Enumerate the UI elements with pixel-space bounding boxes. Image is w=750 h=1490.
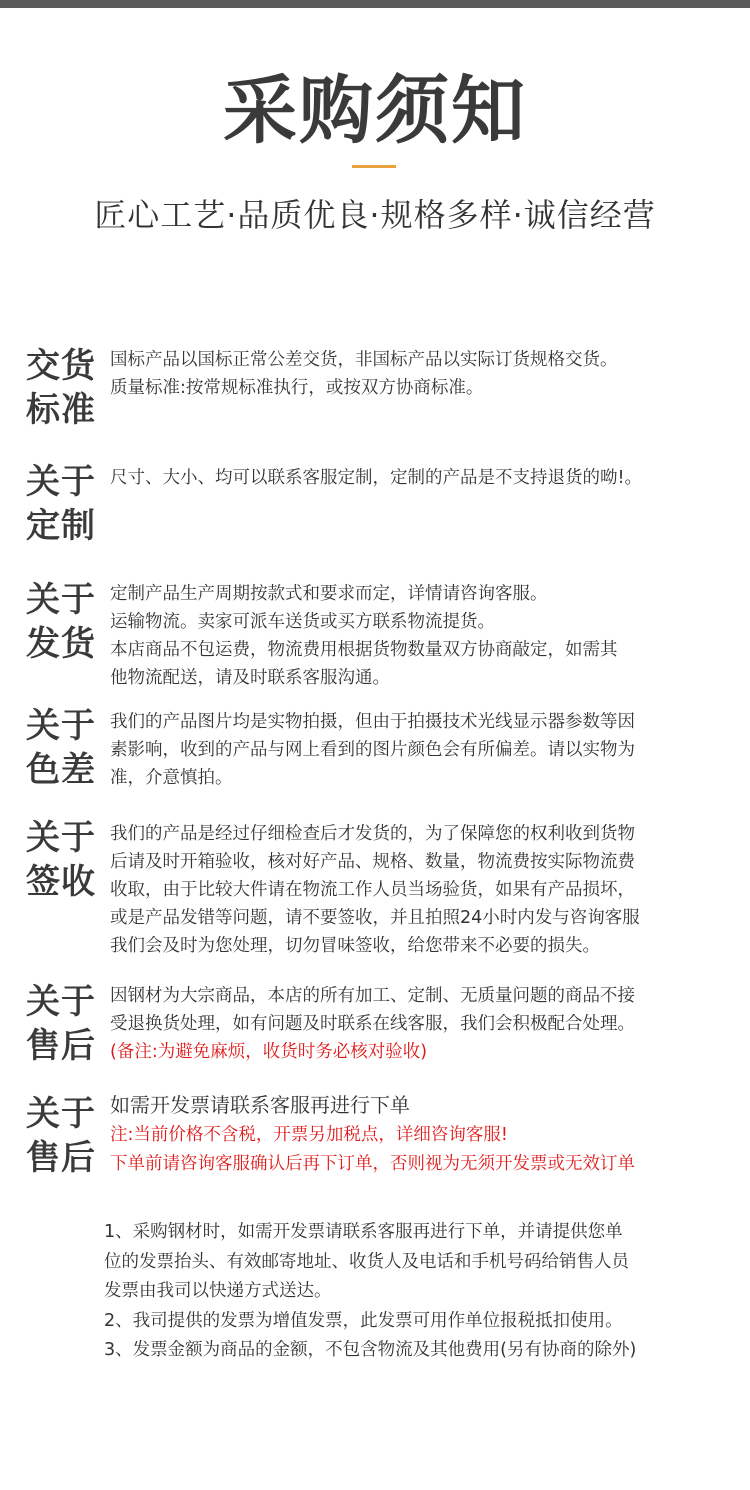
- section-content: [110, 820, 730, 960]
- section-label: 关于 售后: [26, 1094, 96, 1178]
- content-line: 他物流配送，请及时联系客服沟通。: [110, 668, 390, 688]
- content-line: 因钢材为大宗商品，本店的所有加工、定制、无质量问题的商品不接: [110, 986, 635, 1006]
- section-content: [110, 464, 730, 492]
- title-underline: [352, 165, 396, 168]
- content-line: 我们的产品是经过仔细检查后才发货的，为了保障您的权利收到货物: [110, 824, 635, 844]
- content-line: 受退换货处理，如有问题及时联系在线客服，我们会积极配合处理。: [110, 1014, 635, 1034]
- content-line: 或是产品发错等问题，请不要签收，并且拍照24小时内发与咨询客服: [110, 908, 640, 928]
- content-line: 国标产品以国标正常公差交货，非国标产品以实际订货规格交货。: [110, 350, 618, 370]
- section-label: 关于 发货: [26, 580, 96, 664]
- content-line: 本店商品不包运费，物流费用根据货物数量双方协商敲定，如需其: [110, 640, 618, 660]
- content-line: 后请及时开箱验收，核对好产品、规格、数量，物流费按实际物流费: [110, 852, 635, 872]
- note-line: 1、采购钢材时，如需开发票请联系客服再进行下单，并请提供您单: [104, 1222, 623, 1242]
- section-label: 关于 签收: [26, 818, 96, 902]
- content-line: 定制产品生产周期按款式和要求而定，详情请咨询客服。: [110, 584, 548, 604]
- section-content: [110, 1090, 730, 1178]
- content-line: 准，介意慎拍。: [110, 768, 233, 788]
- content-line: 质量标准:按常规标准执行，或按双方协商标准。: [110, 378, 484, 398]
- section-label: 关于 定制: [26, 462, 96, 546]
- content-line: 我们会及时为您处理，切勿冒味签收，给您带来不必要的损失。: [110, 936, 600, 956]
- remark-line: (备注:为避免麻烦，收货时务必核对验收): [110, 1042, 428, 1062]
- section-label: 交货 标准: [26, 346, 96, 430]
- section-label: 关于 色差: [26, 706, 96, 790]
- section-label: 关于 售后: [26, 982, 96, 1066]
- content-line: 素影响，收到的产品与网上看到的图片颜色会有所偏差。请以实物为: [110, 740, 635, 760]
- note-line: 发票由我司以快递方式送达。: [104, 1281, 332, 1301]
- section-content: [110, 708, 730, 792]
- note-line: 2、我司提供的发票为增值发票，此发票可用作单位报税抵扣使用。: [104, 1310, 623, 1331]
- section-content: [110, 580, 730, 692]
- section-content: [110, 346, 730, 402]
- content-line: 运输物流。卖家可派车送货或买方联系物流提货。: [110, 612, 495, 632]
- top-bar: [0, 0, 750, 8]
- remark-line: 下单前请咨询客服确认后再下订单，否则视为无须开发票或无效订单: [110, 1154, 635, 1174]
- content-line: 尺寸、大小、均可以联系客服定制，定制的产品是不支持退货的呦!。: [110, 468, 643, 488]
- page-subtitle: 匠心工艺·品质优良·规格多样·诚信经营: [94, 196, 656, 234]
- content-line: 我们的产品图片均是实物拍摄，但由于拍摄技术光线显示器参数等因: [110, 712, 635, 732]
- note-line: 3、发票金额为商品的金额，不包含物流及其他费用(另有协商的除外): [104, 1340, 637, 1360]
- content-line: 如需开发票请联系客服再进行下单: [110, 1093, 410, 1117]
- remark-line: 注:当前价格不含税，开票另加税点，详细咨询客服!: [110, 1125, 508, 1145]
- section-content: [110, 982, 730, 1066]
- invoice-notes: [104, 1218, 734, 1366]
- note-line: 位的发票抬头、有效邮寄地址、收货人及电话和手机号码给销售人员: [104, 1251, 629, 1272]
- content-line: 收取，由于比较大件请在物流工作人员当场验货，如果有产品损坏，: [110, 880, 635, 900]
- page-title: 采购须知: [223, 68, 527, 154]
